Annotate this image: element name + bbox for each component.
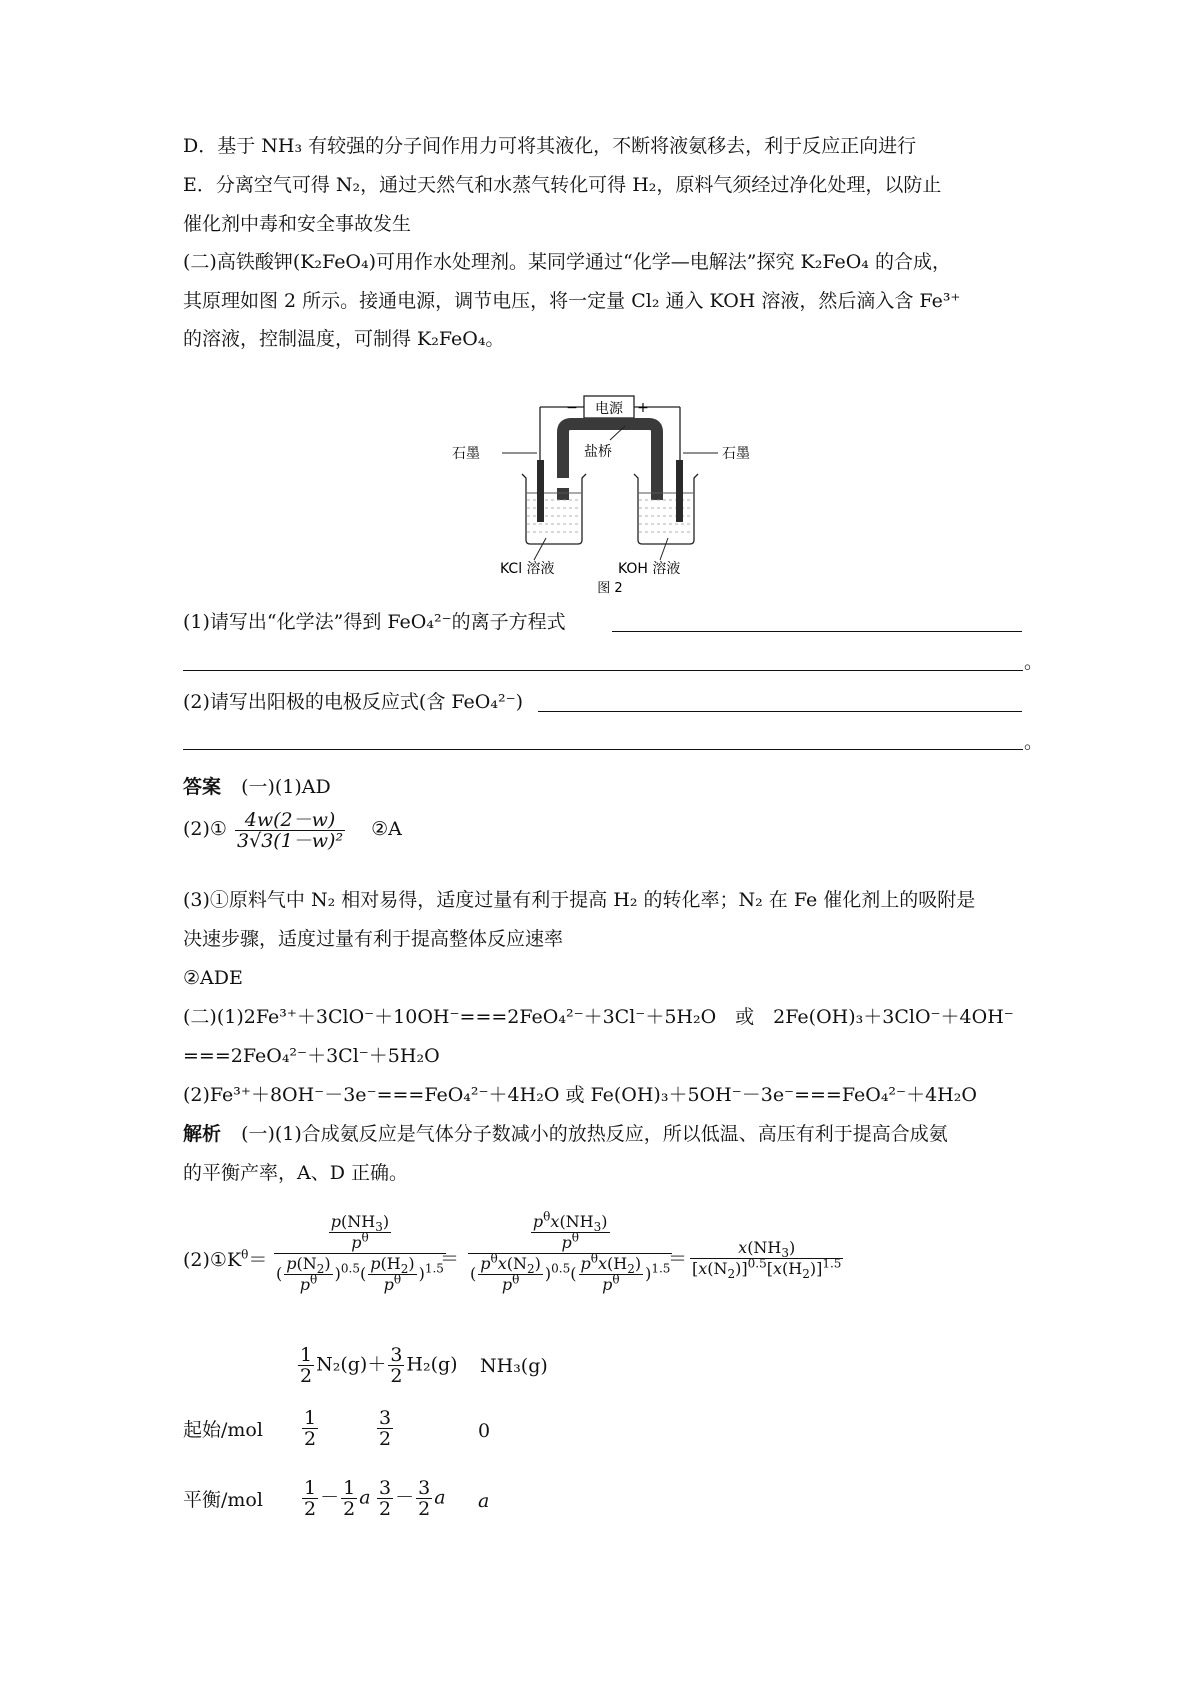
start-n2: $\frac{1}{2}$ xyxy=(304,1407,317,1450)
answer-b2: (2)Fe³⁺＋8OH⁻－3e⁻===FeO₄²⁻＋4H₂O 或 Fe(OH)₃＋5OH⁻－3e⁻===FeO₄²⁻＋4H₂O xyxy=(183,1084,977,1106)
k-theta-lead: $(2)①K^\theta=$ xyxy=(183,1247,268,1271)
right-solution-pointer xyxy=(660,538,668,560)
answer-2-fraction xyxy=(235,810,345,851)
right-solution-label: KOH 溶液 xyxy=(618,561,681,577)
start-row-label: 起始/mol xyxy=(183,1419,263,1441)
question-1: (1)请写出“化学法”得到 FeO₄²⁻的离子方程式 xyxy=(183,611,566,633)
half-den-1: 2 xyxy=(300,1365,313,1387)
electrolysis-figure xyxy=(450,390,770,595)
answer-2-denominator: 3√3(1－w)² xyxy=(237,829,344,852)
reaction-equation xyxy=(296,1345,458,1386)
q1-period: 。 xyxy=(1024,651,1044,673)
choice-e-line2: 催化剂中毒和安全事故发生 xyxy=(183,213,412,235)
equil-h2: $\frac{3}{2}$ － $\frac{3}{2}$ a xyxy=(379,1477,446,1520)
choice-e-line1: E．分离空气可得 N₂，通过天然气和水蒸气转化可得 H₂，原料气须经过净化处理，以防止 xyxy=(183,174,942,196)
three-half-den: 2 xyxy=(390,1365,403,1387)
answer-line-1 xyxy=(183,775,331,799)
part2-intro-line2: 其原理如图 2 所示。接通电源，调节电压，将一定量 Cl₂ 通入 KOH 溶液，然后滴入含 Fe³⁺ xyxy=(183,290,961,312)
three-half-num: 3 xyxy=(390,1344,403,1366)
answer-3-line1: (3)①原料气中 N₂ 相对易得，适度过量有利于提高 H₂ 的转化率；N₂ 在 Fe 催化剂上的吸附是 xyxy=(183,889,976,911)
question-2: (2)请写出阳极的电极反应式(含 FeO₄²⁻) xyxy=(183,691,524,713)
salt-bridge-label: 盐桥 xyxy=(584,444,612,460)
left-solution-label: KCl 溶液 xyxy=(500,561,555,577)
k-theta-sup: θ xyxy=(241,1247,249,1262)
right-beaker xyxy=(634,474,698,544)
analysis-line-2: 的平衡产率，A、D 正确。 xyxy=(183,1162,408,1184)
salt-bridge xyxy=(563,424,657,500)
answer-3-line3: ②ADE xyxy=(183,967,243,989)
k-prefix: (2)①K xyxy=(183,1249,242,1271)
start-nh3: 0 xyxy=(478,1420,491,1442)
eq-sign-1: ＝ xyxy=(440,1248,460,1270)
plus-sign: + xyxy=(637,400,649,416)
eq-sign-2: ＝ xyxy=(668,1248,688,1270)
q2-period: 。 xyxy=(1024,731,1044,753)
answer-2-numerator: 4w(2－w) xyxy=(235,810,345,831)
right-solution xyxy=(639,493,693,532)
analysis-label: 解析 xyxy=(183,1123,222,1145)
left-solution-pointer xyxy=(534,538,546,560)
reaction-n2: N₂(g)＋ xyxy=(316,1353,387,1376)
start-h2: $\frac{3}{2}$ xyxy=(379,1407,392,1450)
k-expression-2: $\frac{p^\theta x(NH_3)}{p^\theta}$ ( $\frac{p^\theta x(N_2)}{p^\theta}$ )$^{0.5}$( $\frac{p^\theta x(H_2)}{p^\theta}$ )$^{1.5}$ xyxy=(470,1209,671,1294)
q1-blank-line2[interactable] xyxy=(183,670,1023,671)
answer-b1-line2: ===2FeO₄²⁻＋3Cl⁻＋5H₂O xyxy=(183,1045,440,1067)
right-graphite-electrode xyxy=(676,460,683,522)
q1-blank-line1[interactable] xyxy=(612,631,1022,632)
k-expression-1: $\frac{p(NH_3)}{p^\theta}$ ( $\frac{p(N_2)}{p^\theta}$ )$^{0.5}$( $\frac{p(H_2)}{p^\theta}$ )$^{1.5}$ xyxy=(276,1212,444,1294)
answer-3-line2: 决速步骤，适度过量有利于提高整体反应速率 xyxy=(183,928,564,950)
minus-sign: − xyxy=(566,400,578,416)
k-expression-3: $\frac{x(NH_3)}{[x(N_2)]^{0.5}[x(H_2)]^{1.5}}$ xyxy=(692,1238,842,1282)
left-graphite-electrode xyxy=(537,460,544,522)
answer-1: (一)(1)AD xyxy=(241,776,331,798)
answer-label: 答案 xyxy=(183,776,222,798)
answer-line-2 xyxy=(183,805,402,853)
analysis-text-1: (一)(1)合成氨反应是气体分子数减小的放热反应，所以低温、高压有利于提高合成氨 xyxy=(241,1123,948,1145)
right-electrode-label: 石墨 xyxy=(722,446,750,462)
reaction-h2: H₂(g) xyxy=(406,1353,458,1376)
equil-n2: $\frac{1}{2}$ － $\frac{1}{2}$ a xyxy=(304,1477,371,1520)
left-solution xyxy=(527,493,581,532)
reaction-product: NH₃(g) xyxy=(480,1355,548,1377)
q2-blank-line2[interactable] xyxy=(183,749,1023,750)
equil-row-label: 平衡/mol xyxy=(183,1489,263,1511)
choice-d: D．基于 NH₃ 有较强的分子间作用力可将其液化，不断将液氨移去，利于反应正向进行 xyxy=(183,135,917,157)
half-num-1: 1 xyxy=(300,1344,313,1366)
answer-b1-line1: (二)(1)2Fe³⁺＋3ClO⁻＋10OH⁻===2FeO₄²⁻＋3Cl⁻＋5H₂O 或 2Fe(OH)₃＋3ClO⁻＋4OH⁻ xyxy=(183,1006,1014,1028)
figure-caption: 图 2 xyxy=(597,581,623,595)
answer-2-prefix: (2)① xyxy=(183,818,227,840)
left-electrode-label: 石墨 xyxy=(452,446,480,462)
power-label: 电源 xyxy=(595,401,623,417)
analysis-line-1 xyxy=(183,1122,948,1146)
part2-intro-line3: 的溶液，控制温度，可制得 K₂FeO₄。 xyxy=(183,328,505,350)
part2-intro-line1: (二)高铁酸钾(K₂FeO₄)可用作水处理剂。某同学通过“化学—电解法”探究 K₂FeO₄ 的合成， xyxy=(183,251,951,273)
equil-nh3: a xyxy=(478,1490,490,1512)
answer-2-suffix: ②A xyxy=(371,818,402,840)
q2-blank-line1[interactable] xyxy=(538,711,1022,712)
